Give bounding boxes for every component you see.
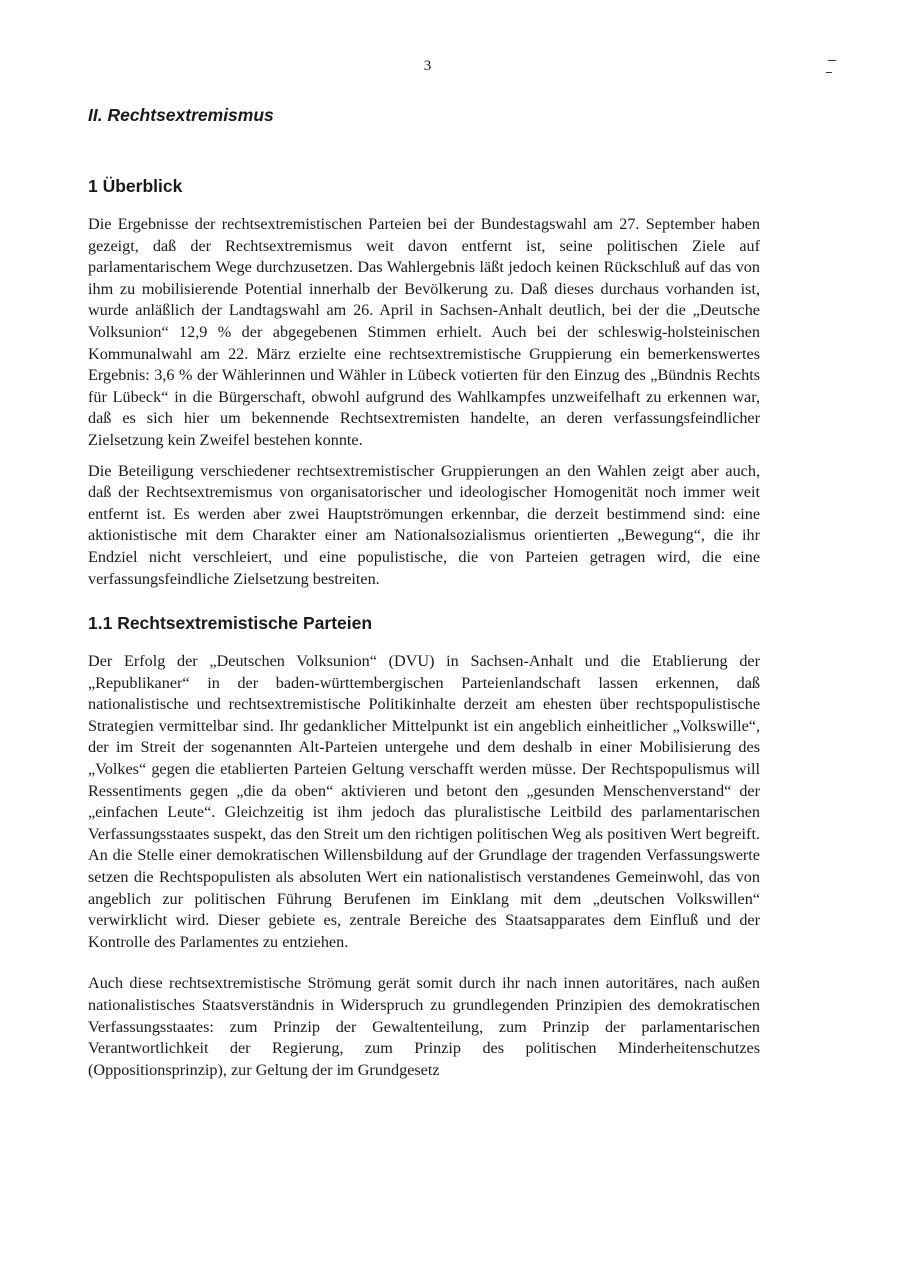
part-title: II. Rechtsextremismus (88, 105, 274, 125)
section-title: 1 Überblick (88, 176, 183, 196)
page-number: 3 (423, 58, 432, 74)
paragraph: Die Ergebnisse der rechtsextremistischen Parteien bei der Bundestagswahl am 27. September haben gezeigt, daß der Rechtsextremismus weit davon entfernt ist, seine politischen Ziele auf parlamentarischem Wege durchzusetzen. Das Wahlergebnis läßt jedoch keinen Rückschluß auf das von ihm zu mobilisierende Potential innerhalb der Bevölkerung zu. Daß dieses durchaus vorhanden ist, wurde anläßlich der Landtagswahl am 26. April in Sachsen-Anhalt deutlich, bei der die „Deutsche Volksunion“ 12,9 % der abgegebenen Stimmen erhielt. Auch bei der schleswig-holsteinischen Kommunalwahl am 22. März erzielte eine rechtsextremistische Gruppierung ein bemerkenswertes Ergebnis: 3,6 % der Wählerinnen und Wähler in Lübeck votierten für den Einzug des „Bündnis Rechts für Lübeck“ in die Bürgerschaft, obwohl aufgrund des Wahlkampfes unzweifelhaft zu erkennen war, daß es sich hier um bekennende Rechtsextremisten handelte, an deren verfassungsfeindlicher Zielsetzung kein Zweifel bestehen konnte. (88, 215, 760, 449)
paragraph: Die Beteiligung verschiedener rechtsextremistischer Gruppierungen an den Wahlen zeigt aber auch, daß der Rechtsextremismus von organisatorischer und ideologischer Homogenität noch immer weit entfernt ist. Es werden aber zwei Hauptströmungen erkennbar, die derzeit bestimmend sind: eine aktionistische mit dem Charakter einer am Nationalsozialismus orientierten „Bewegung“, die ihr Endziel nicht verschleiert, und eine populistische, die von Parteien getragen wird, die eine verfassungsfeindliche Zielsetzung bestreiten. (88, 461, 760, 588)
section-overview (88, 176, 760, 590)
document-body (88, 105, 760, 1081)
section-rightwing-parties (88, 613, 760, 1081)
paragraph: Der Erfolg der „Deutschen Volksunion“ (DVU) in Sachsen-Anhalt und die Etablierung der „Republikaner“ in der baden-württembergischen Parteienlandschaft lassen erkennen, daß nationalistische und rechtsextremistische Politikinhalte derzeit am ehesten über rechtspopulistische Strategien vermittelbar sind. Ihr gedanklicher Mittelpunkt ist ein angeblich einheitlicher „Volkswille“, der im Streit der sogenannten Alt-Parteien untergehe und dem deshalb in einer Mobilisierung des „Volkes“ gegen die etablierten Parteien Geltung verschafft werden müsse. Der Rechtspopulismus will Ressentiments gegen „die da oben“ aktivieren und betont den „gesunden Menschenverstand“ der „einfachen Leute“. Gleichzeitig ist ihm jedoch das pluralistische Leitbild des parlamentarischen Verfassungsstaates suspekt, das den Streit um den richtigen politischen Weg als positiven Wert begreift. An die Stelle einer demokratischen Willensbildung auf der Grundlage der tragenden Verfassungswerte setzen die Rechtspopulisten als absoluten Wert ein nationalistisch verstandenes Gemeinwohl, das von angeblich zur politischen Führung Berufenen im Einklang mit dem „deutschen Volkswillen“ verwirklicht wird. Dieser gebiete es, zentrale Bereiche des Staatsapparates dem Einfluß und der Kontrolle des Parlamentes zu entziehen. (88, 652, 760, 951)
section-title: 1.1 Rechtsextremistische Parteien (88, 613, 373, 634)
paragraph: Auch diese rechtsextremistische Strömung gerät somit durch ihr nach innen autoritäres, nach außen nationalistisches Staatsverständnis in Widerspruch zu grundlegenden Prinzipien des demokratischen Verfassungsstaates: zum Prinzip der Gewaltenteilung, zum Prinzip der parlamentarischen Verantwortlichkeit der Regierung, zum Prinzip des politischen Minderheitenschutzes (Oppositionsprinzip), zur Geltung der im Grundgesetz (88, 974, 760, 1079)
